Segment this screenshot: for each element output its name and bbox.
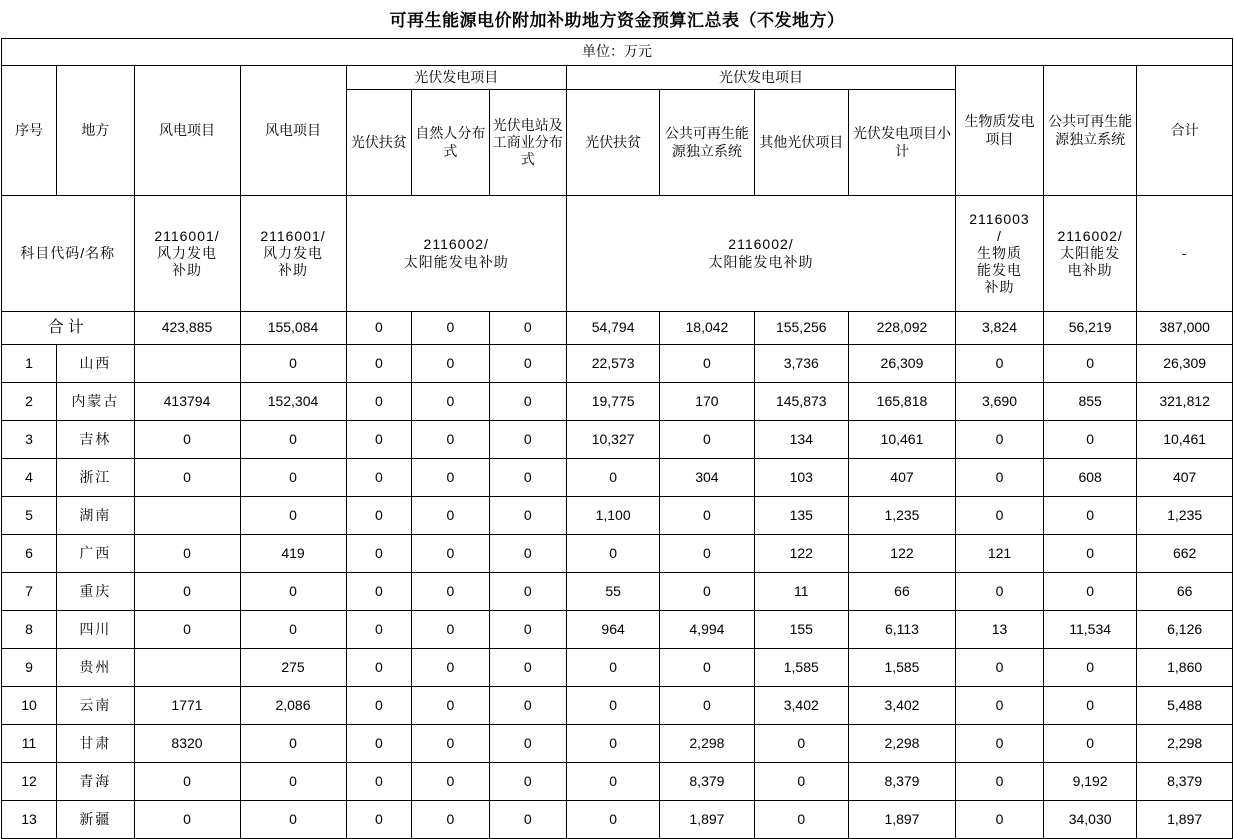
cell-public-renewable-2: 0: [1043, 345, 1136, 383]
cell-other-pv: 122: [754, 535, 848, 573]
cell-other-pv: 135: [754, 497, 848, 535]
cell-pv-subtotal: 122: [848, 535, 955, 573]
cell-other-pv: 1,585: [754, 649, 848, 687]
cell-pv-subtotal: 1,235: [848, 497, 955, 535]
table-row: [2, 573, 1233, 611]
cell-other-pv: 134: [754, 421, 848, 459]
cell-pv-poverty-2: 0: [566, 801, 659, 839]
cell-natural-person: 0: [412, 421, 489, 459]
cell-other-pv: 155: [754, 611, 848, 649]
cell-pv-poverty-1: 0: [346, 459, 412, 497]
total-pv-poverty-2: 54,794: [566, 312, 659, 345]
cell-biomass: 0: [956, 649, 1044, 687]
total-pv-station: 0: [489, 312, 566, 345]
cell-sum: 10,461: [1137, 421, 1233, 459]
cell-pv-poverty-2: 1,100: [566, 497, 659, 535]
cell-public-renewable-2: 855: [1043, 383, 1136, 421]
col-header-pv-subtotal: 光伏发电项目小计: [848, 90, 955, 196]
cell-other-pv: 145,873: [754, 383, 848, 421]
cell-pv-poverty-1: 0: [346, 763, 412, 801]
cell-pv-poverty-1: 0: [346, 421, 412, 459]
cell-public-renewable-2: 0: [1043, 573, 1136, 611]
cell-pv-poverty-2: 22,573: [566, 345, 659, 383]
total-biomass: 3,824: [956, 312, 1044, 345]
row-seq: 13: [2, 801, 57, 839]
cell-pv-station: 0: [489, 459, 566, 497]
col-header-wind-1: 风电项目: [134, 66, 240, 196]
cell-wind-2: 152,304: [240, 383, 346, 421]
table-row-total: [2, 312, 1233, 345]
cell-biomass: 0: [956, 763, 1044, 801]
cell-biomass: 13: [956, 611, 1044, 649]
cell-pv-subtotal: 10,461: [848, 421, 955, 459]
cell-pv-station: 0: [489, 383, 566, 421]
row-place: 重庆: [57, 573, 134, 611]
cell-public-renewable-2: 34,030: [1043, 801, 1136, 839]
cell-wind-1: 0: [134, 801, 240, 839]
cell-pv-station: 0: [489, 763, 566, 801]
row-seq: 6: [2, 535, 57, 573]
cell-sum: 2,298: [1137, 725, 1233, 763]
header-group-row: [2, 66, 1233, 90]
cell-wind-1: 413794: [134, 383, 240, 421]
table-row: [2, 421, 1233, 459]
cell-pv-poverty-2: 0: [566, 687, 659, 725]
col-header-seq: 序号: [2, 66, 57, 196]
cell-public-renewable-2: 9,192: [1043, 763, 1136, 801]
row-seq: 8: [2, 611, 57, 649]
code-row-label: 科目代码/名称: [2, 196, 135, 312]
row-seq: 3: [2, 421, 57, 459]
cell-pv-poverty-2: 19,775: [566, 383, 659, 421]
cell-pv-poverty-1: 0: [346, 725, 412, 763]
col-header-other-pv: 其他光伏项目: [754, 90, 848, 196]
cell-pv-poverty-1: 0: [346, 573, 412, 611]
cell-public-renewable-1: 1,897: [660, 801, 754, 839]
code-cell-wind-2: 2116001/ 风力发电 补助: [240, 196, 346, 312]
table-row: [2, 801, 1233, 839]
cell-sum: 66: [1137, 573, 1233, 611]
cell-sum: 8,379: [1137, 763, 1233, 801]
cell-pv-subtotal: 1,585: [848, 649, 955, 687]
row-place: 浙江: [57, 459, 134, 497]
cell-other-pv: 11: [754, 573, 848, 611]
table-row: [2, 383, 1233, 421]
cell-public-renewable-1: 0: [660, 535, 754, 573]
row-place: 贵州: [57, 649, 134, 687]
cell-pv-poverty-2: 10,327: [566, 421, 659, 459]
code-cell-wind-1: 2116001/ 风力发电 补助: [134, 196, 240, 312]
table-row: [2, 535, 1233, 573]
col-header-public-renewable-2: 公共可再生能源独立系统: [1043, 66, 1136, 196]
cell-wind-2: 0: [240, 763, 346, 801]
cell-pv-poverty-1: 0: [346, 801, 412, 839]
total-row-label: 合计: [2, 312, 135, 345]
cell-public-renewable-1: 0: [660, 573, 754, 611]
cell-sum: 26,309: [1137, 345, 1233, 383]
row-place: 内蒙古: [57, 383, 134, 421]
cell-public-renewable-2: 0: [1043, 649, 1136, 687]
cell-other-pv: 3,736: [754, 345, 848, 383]
cell-pv-poverty-1: 0: [346, 345, 412, 383]
cell-pv-subtotal: 165,818: [848, 383, 955, 421]
cell-pv-subtotal: 3,402: [848, 687, 955, 725]
cell-natural-person: 0: [412, 497, 489, 535]
total-wind-1: 423,885: [134, 312, 240, 345]
cell-public-renewable-1: 0: [660, 421, 754, 459]
col-header-public-renewable-1: 公共可再生能源独立系统: [660, 90, 754, 196]
cell-pv-poverty-1: 0: [346, 649, 412, 687]
code-cell-sum: -: [1137, 196, 1233, 312]
cell-wind-1: 0: [134, 535, 240, 573]
cell-pv-poverty-1: 0: [346, 497, 412, 535]
cell-pv-poverty-1: 0: [346, 687, 412, 725]
cell-biomass: 0: [956, 801, 1044, 839]
cell-sum: 5,488: [1137, 687, 1233, 725]
cell-pv-station: 0: [489, 611, 566, 649]
cell-wind-1: [134, 345, 240, 383]
col-header-pv-poverty-1: 光伏扶贫: [346, 90, 412, 196]
col-header-biomass: 生物质发电项目: [956, 66, 1044, 196]
cell-natural-person: 0: [412, 763, 489, 801]
cell-public-renewable-1: 0: [660, 497, 754, 535]
cell-wind-2: 0: [240, 801, 346, 839]
col-header-pv-poverty-2: 光伏扶贫: [566, 90, 659, 196]
cell-public-renewable-2: 0: [1043, 687, 1136, 725]
cell-sum: 1,897: [1137, 801, 1233, 839]
row-place: 吉林: [57, 421, 134, 459]
cell-public-renewable-1: 304: [660, 459, 754, 497]
cell-natural-person: 0: [412, 649, 489, 687]
cell-natural-person: 0: [412, 687, 489, 725]
cell-sum: 321,812: [1137, 383, 1233, 421]
cell-public-renewable-2: 0: [1043, 421, 1136, 459]
code-cell-biomass: 2116003 / 生物质 能发电 补助: [956, 196, 1044, 312]
col-header-place: 地方: [57, 66, 134, 196]
cell-wind-1: 0: [134, 763, 240, 801]
cell-pv-poverty-2: 0: [566, 459, 659, 497]
cell-wind-2: 2,086: [240, 687, 346, 725]
cell-pv-station: 0: [489, 497, 566, 535]
cell-wind-2: 0: [240, 421, 346, 459]
row-seq: 5: [2, 497, 57, 535]
cell-sum: 6,126: [1137, 611, 1233, 649]
row-seq: 2: [2, 383, 57, 421]
row-place: 湖南: [57, 497, 134, 535]
cell-biomass: 0: [956, 573, 1044, 611]
cell-natural-person: 0: [412, 725, 489, 763]
cell-wind-1: [134, 649, 240, 687]
cell-natural-person: 0: [412, 345, 489, 383]
cell-pv-subtotal: 8,379: [848, 763, 955, 801]
code-cell-solar-2: 2116002/ 太阳能发电补助: [566, 196, 955, 312]
cell-pv-station: 0: [489, 801, 566, 839]
cell-biomass: 0: [956, 421, 1044, 459]
total-public-renewable-1: 18,042: [660, 312, 754, 345]
cell-natural-person: 0: [412, 535, 489, 573]
cell-wind-2: 0: [240, 611, 346, 649]
budget-summary-table: [1, 38, 1233, 839]
cell-wind-1: 0: [134, 573, 240, 611]
cell-pv-poverty-2: 964: [566, 611, 659, 649]
cell-pv-station: 0: [489, 345, 566, 383]
total-other-pv: 155,256: [754, 312, 848, 345]
row-seq: 4: [2, 459, 57, 497]
cell-pv-subtotal: 407: [848, 459, 955, 497]
cell-biomass: 0: [956, 345, 1044, 383]
cell-wind-1: 0: [134, 421, 240, 459]
cell-pv-subtotal: 1,897: [848, 801, 955, 839]
page-title: 可再生能源电价附加补助地方资金预算汇总表（不发地方）: [389, 11, 845, 30]
cell-biomass: 0: [956, 687, 1044, 725]
row-place: 云南: [57, 687, 134, 725]
total-public-renewable-2: 56,219: [1043, 312, 1136, 345]
cell-public-renewable-2: 0: [1043, 497, 1136, 535]
cell-pv-poverty-1: 0: [346, 611, 412, 649]
row-place: 山西: [57, 345, 134, 383]
cell-wind-1: [134, 497, 240, 535]
cell-pv-subtotal: 2,298: [848, 725, 955, 763]
cell-pv-subtotal: 6,113: [848, 611, 955, 649]
cell-public-renewable-1: 0: [660, 345, 754, 383]
total-pv-subtotal: 228,092: [848, 312, 955, 345]
cell-sum: 1,860: [1137, 649, 1233, 687]
cell-wind-2: 0: [240, 459, 346, 497]
cell-natural-person: 0: [412, 801, 489, 839]
unit-note: 单位：万元: [2, 39, 1233, 66]
cell-wind-1: 8320: [134, 725, 240, 763]
cell-wind-1: 0: [134, 611, 240, 649]
col-header-sum: 合计: [1137, 66, 1233, 196]
cell-public-renewable-1: 0: [660, 649, 754, 687]
cell-other-pv: 103: [754, 459, 848, 497]
cell-public-renewable-2: 0: [1043, 535, 1136, 573]
row-seq: 9: [2, 649, 57, 687]
cell-wind-2: 275: [240, 649, 346, 687]
cell-wind-2: 0: [240, 725, 346, 763]
col-header-wind-2: 风电项目: [240, 66, 346, 196]
cell-natural-person: 0: [412, 611, 489, 649]
row-seq: 10: [2, 687, 57, 725]
cell-wind-2: 0: [240, 573, 346, 611]
row-seq: 12: [2, 763, 57, 801]
cell-pv-poverty-2: 0: [566, 763, 659, 801]
cell-biomass: 0: [956, 497, 1044, 535]
table-row: [2, 345, 1233, 383]
row-place: 新疆: [57, 801, 134, 839]
cell-natural-person: 0: [412, 383, 489, 421]
cell-pv-station: 0: [489, 649, 566, 687]
cell-wind-1: 0: [134, 459, 240, 497]
row-place: 甘肃: [57, 725, 134, 763]
cell-biomass: 3,690: [956, 383, 1044, 421]
row-seq: 7: [2, 573, 57, 611]
unit-note-row: [2, 39, 1233, 66]
total-wind-2: 155,084: [240, 312, 346, 345]
cell-wind-2: 419: [240, 535, 346, 573]
cell-sum: 407: [1137, 459, 1233, 497]
cell-pv-station: 0: [489, 687, 566, 725]
cell-sum: 662: [1137, 535, 1233, 573]
cell-other-pv: 0: [754, 763, 848, 801]
cell-other-pv: 0: [754, 725, 848, 763]
cell-biomass: 0: [956, 459, 1044, 497]
cell-natural-person: 0: [412, 459, 489, 497]
cell-pv-station: 0: [489, 573, 566, 611]
cell-wind-2: 0: [240, 345, 346, 383]
cell-wind-2: 0: [240, 497, 346, 535]
cell-pv-poverty-2: 0: [566, 725, 659, 763]
cell-other-pv: 0: [754, 801, 848, 839]
cell-sum: 1,235: [1137, 497, 1233, 535]
table-row: [2, 725, 1233, 763]
cell-natural-person: 0: [412, 573, 489, 611]
header-code-row: [2, 196, 1233, 312]
total-natural-person: 0: [412, 312, 489, 345]
cell-pv-poverty-2: 0: [566, 535, 659, 573]
cell-pv-poverty-2: 0: [566, 649, 659, 687]
cell-pv-poverty-2: 55: [566, 573, 659, 611]
cell-pv-poverty-1: 0: [346, 535, 412, 573]
cell-biomass: 121: [956, 535, 1044, 573]
table-row: [2, 497, 1233, 535]
row-place: 广西: [57, 535, 134, 573]
col-group-header-pv-2: 光伏发电项目: [566, 66, 955, 90]
row-seq: 1: [2, 345, 57, 383]
col-header-natural-person-distributed: 自然人分布式: [412, 90, 489, 196]
cell-public-renewable-1: 8,379: [660, 763, 754, 801]
cell-pv-subtotal: 26,309: [848, 345, 955, 383]
cell-wind-1: 1771: [134, 687, 240, 725]
cell-public-renewable-2: 0: [1043, 725, 1136, 763]
cell-pv-poverty-1: 0: [346, 383, 412, 421]
table-row: [2, 459, 1233, 497]
cell-public-renewable-2: 608: [1043, 459, 1136, 497]
table-row: [2, 611, 1233, 649]
cell-public-renewable-1: 170: [660, 383, 754, 421]
row-place: 四川: [57, 611, 134, 649]
table-row: [2, 763, 1233, 801]
total-pv-poverty-1: 0: [346, 312, 412, 345]
cell-pv-station: 0: [489, 421, 566, 459]
cell-public-renewable-2: 11,534: [1043, 611, 1136, 649]
row-place: 青海: [57, 763, 134, 801]
cell-public-renewable-1: 2,298: [660, 725, 754, 763]
cell-other-pv: 3,402: [754, 687, 848, 725]
col-group-header-pv-1: 光伏发电项目: [346, 66, 566, 90]
col-header-pv-station-commercial: 光伏电站及工商业分布式: [489, 90, 566, 196]
cell-biomass: 0: [956, 725, 1044, 763]
table-row: [2, 687, 1233, 725]
table-row: [2, 649, 1233, 687]
cell-pv-station: 0: [489, 725, 566, 763]
cell-pv-subtotal: 66: [848, 573, 955, 611]
row-seq: 11: [2, 725, 57, 763]
cell-pv-station: 0: [489, 535, 566, 573]
code-cell-solar-3: 2116002/ 太阳能发 电补助: [1043, 196, 1136, 312]
cell-public-renewable-1: 4,994: [660, 611, 754, 649]
code-cell-solar-1: 2116002/ 太阳能发电补助: [346, 196, 566, 312]
total-sum: 387,000: [1137, 312, 1233, 345]
cell-public-renewable-1: 0: [660, 687, 754, 725]
